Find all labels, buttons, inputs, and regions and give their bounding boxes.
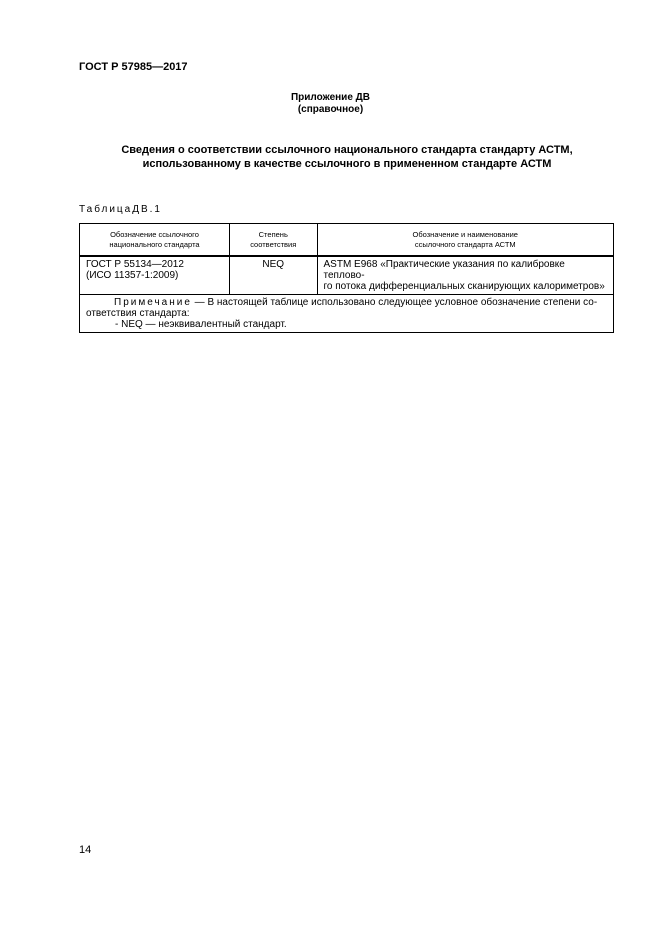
column-header-text: национального стандарта <box>109 239 200 249</box>
page-number: 14 <box>79 844 92 856</box>
section-heading <box>79 143 615 171</box>
column-header-text: соответствия <box>250 239 297 249</box>
cell-text: ASTM E968 «Практические указания по калибровке теплово- <box>323 259 565 281</box>
cell-text: ГОСТ Р 55134—2012 <box>86 259 184 270</box>
correspondence-table <box>79 223 614 333</box>
cell-degree: NEQ <box>229 256 317 295</box>
table-note-row <box>80 295 614 333</box>
annex-title: Приложение ДВ <box>290 92 371 103</box>
cell-text: (ИСО 11357-1:2009) <box>86 270 179 281</box>
note-item: - NEQ — неэквивалентный стандарт. <box>115 319 287 330</box>
table-row <box>80 256 614 295</box>
heading-line-2: использованному в качестве ссылочного в примененном стандарте АСТМ <box>142 158 552 170</box>
cell-text: го потока дифференциальных сканирующих калориметров» <box>323 281 605 292</box>
column-header-text: Обозначение и наименование <box>412 229 518 239</box>
heading-line-1: Сведения о соответствии ссылочного национального стандарта стандарту АСТМ, <box>121 144 573 156</box>
note-text: — В настоящей таблице использовано следующее условное обозначение степени со- <box>191 297 598 308</box>
note-line-1 <box>86 297 607 308</box>
column-header-text: Степень <box>258 229 288 239</box>
note-label: Примечание <box>114 297 192 308</box>
column-header-astm-standard <box>317 224 614 257</box>
column-header-text: Обозначение ссылочного <box>110 229 199 239</box>
column-header-national-standard <box>80 224 230 257</box>
cell-astm-standard <box>317 256 614 295</box>
table-caption: ТаблицаДВ.1 <box>79 204 162 215</box>
column-header-degree <box>229 224 317 257</box>
table-note <box>80 295 614 333</box>
column-header-text: ссылочного стандарта АСТМ <box>414 239 516 249</box>
table-header-row <box>80 224 614 257</box>
document-code: ГОСТ Р 57985—2017 <box>79 61 188 73</box>
note-line-2: ответствия стандарта: <box>86 308 190 319</box>
annex-type: (справочное) <box>297 104 364 115</box>
cell-national-standard <box>80 256 230 295</box>
